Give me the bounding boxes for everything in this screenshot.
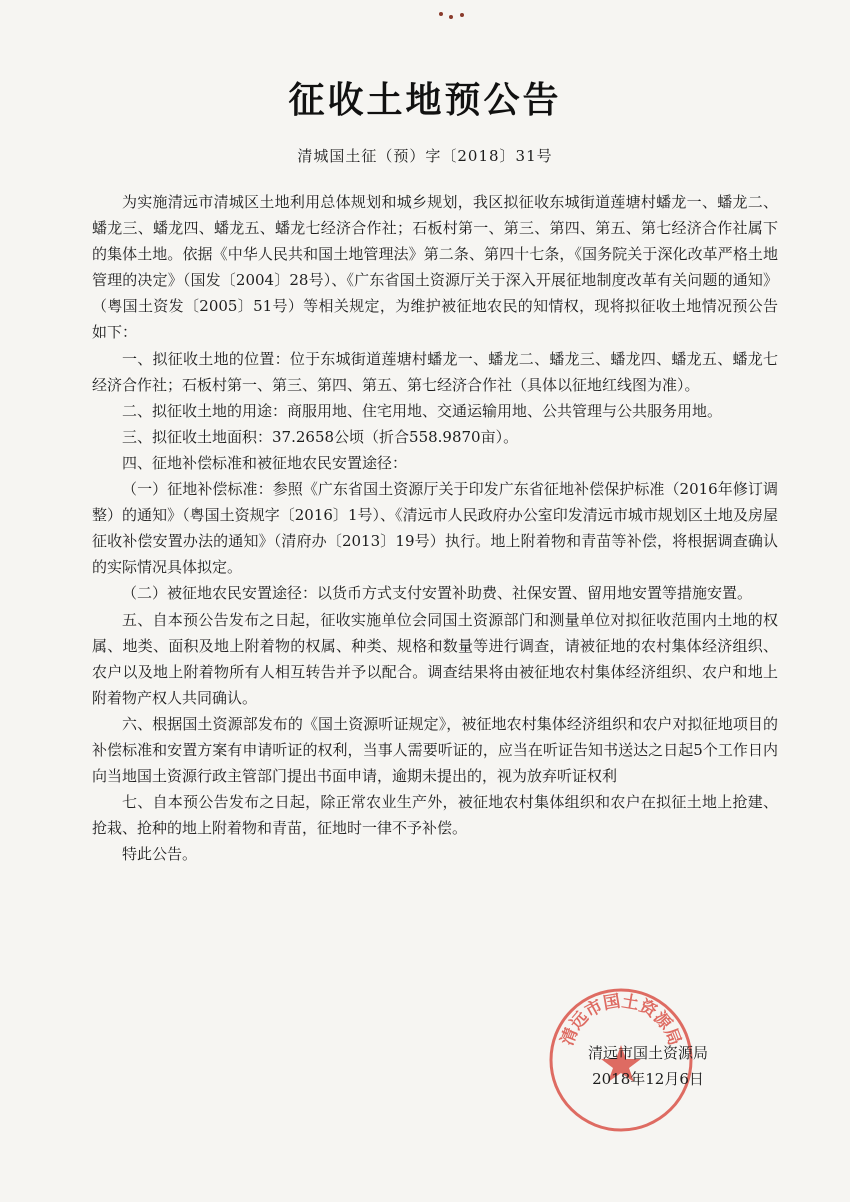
signature-block (548, 1040, 748, 1092)
item-area: 三、拟征收土地面积：37.2658公顷（折合558.9870亩）。 (122, 427, 519, 446)
item-purpose: 二、拟征收土地的用途：商服用地、住宅用地、交通运输用地、公共管理与公共服务用地。 (122, 401, 723, 420)
issuer-name: 清远市国土资源局 (587, 1044, 708, 1062)
seal-text: 清远市国土资源局 (557, 991, 685, 1049)
document-number: 清城国土征（预）字〔2018〕31号 (297, 147, 553, 165)
item-location: 一、拟征收土地的位置：位于东城街道莲塘村蟠龙一、蟠龙二、蟠龙三、蟠龙四、蟠龙五、蟠龙七经济合作社；石板村第一、第三、第四、第五、第七经济合作社（具体以征地红线图为准）。 (92, 349, 778, 394)
item-compensation-standard: （一）征地补偿标准：参照《广东省国土资源厅关于印发广东省征地补偿保护标准（2016年修订调整）的通知》（粤国土资规字〔2016〕1号）、《清远市人民政府办公室印发清远市城市规划区土地及房屋征收补偿安置办法的通知》（清府办〔2013〕19号）执行。地上附着物和青苗等补偿，将根据调查确认的实际情况具体拟定。 (92, 480, 778, 577)
intro-paragraph: 为实施清远市清城区土地利用总体规划和城乡规划，我区拟征收东城街道莲塘村蟠龙一、蟠龙二、蟠龙三、蟠龙四、蟠龙五、蟠龙七经济合作社；石板村第一、第三、第四、第五、第七经济合作社属下的集体土地。依据《中华人民共和国土地管理法》第二条、第四十七条，《国务院关于深化改革严格土地管理的决定》（国发〔2004〕28号）、《广东省国土资源厅关于深入开展征地制度改革有关问题的通知》（粤国土资发〔2005〕51号）等相关规定，为维护被征地农民的知情权，现将拟征收土地情况预公告如下： (92, 193, 778, 342)
closing-line: 特此公告。 (122, 845, 198, 864)
issue-date: 2018年12月6日 (592, 1070, 704, 1088)
notice-body (92, 189, 778, 867)
item-compensation-heading: 四、征地补偿标准和被征地农民安置途径： (122, 453, 408, 472)
item-no-compensation: 七、自本预公告发布之日起，除正常农业生产外，被征地农村集体组织和农户在拟征土地上抢建、抢栽、抢种的地上附着物和青苗，征地时一律不予补偿。 (92, 793, 778, 838)
item-survey: 五、自本预公告发布之日起，征收实施单位会同国土资源部门和测量单位对拟征收范围内土地的权属、地类、面积及地上附着物的权属、种类、规格和数量等进行调查，请被征地的农村集体经济组织、农户以及地上附着物所有人相互转告并予以配合。调查结果将由被征地农村集体经济组织、农户和地上附着物产权人共同确认。 (92, 610, 778, 707)
item-resettlement: （二）被征地农民安置途径：以货币方式支付安置补助费、社保安置、留用地安置等措施安置。 (122, 584, 753, 603)
scan-marks (437, 10, 467, 20)
notice-title: 征收土地预公告 (288, 80, 562, 121)
item-hearing: 六、根据国土资源部发布的《国土资源听证规定》，被征地农村集体经济组织和农户对拟征地项目的补偿标准和安置方案有申请听证的权利，当事人需要听证的，应当在听证告知书送达之日起5个工作日内向当地国土资源行政主管部门提出书面申请，逾期未提出的，视为放弃听证权利 (92, 714, 778, 786)
